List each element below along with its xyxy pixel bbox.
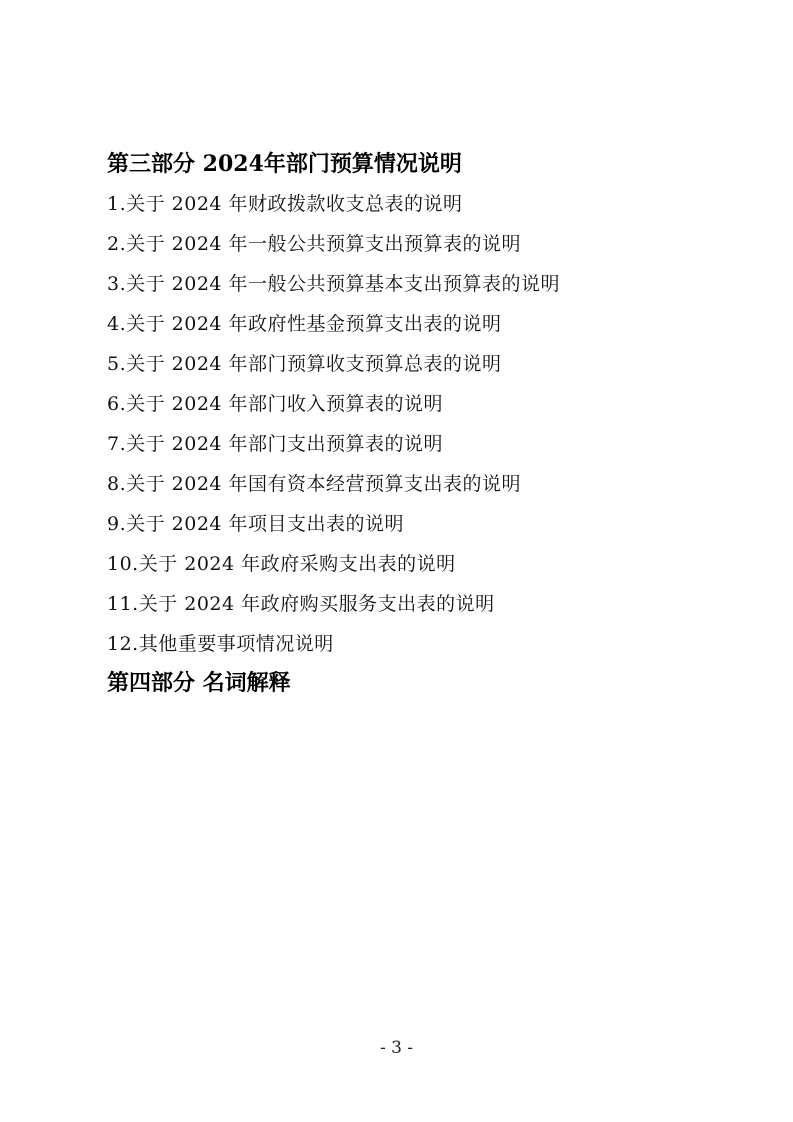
- toc-item-11: 11.关于 2024 年政府购买服务支出表的说明: [107, 593, 495, 615]
- toc-item-9: 9.关于 2024 年项目支出表的说明: [107, 513, 405, 535]
- toc-item-4: 4.关于 2024 年政府性基金预算支出表的说明: [107, 313, 502, 335]
- toc-item-10: 10.关于 2024 年政府采购支出表的说明: [107, 553, 456, 575]
- page-number: - 3 -: [379, 1038, 414, 1058]
- toc-item-12: 12.其他重要事项情况说明: [107, 633, 334, 655]
- toc-item-5: 5.关于 2024 年部门预算收支预算总表的说明: [107, 353, 502, 375]
- section-3-heading: 第三部分 2024年部门预算情况说明: [107, 151, 462, 177]
- toc-item-2: 2.关于 2024 年一般公共预算支出预算表的说明: [107, 233, 522, 255]
- toc-item-8: 8.关于 2024 年国有资本经营预算支出表的说明: [107, 473, 522, 495]
- toc-item-3: 3.关于 2024 年一般公共预算基本支出预算表的说明: [107, 273, 561, 295]
- toc-item-6: 6.关于 2024 年部门收入预算表的说明: [107, 393, 444, 415]
- section-3-items: [107, 184, 727, 664]
- table-of-contents: [107, 146, 727, 701]
- section-4-heading: 第四部分 名词解释: [107, 670, 291, 696]
- toc-item-7: 7.关于 2024 年部门支出预算表的说明: [107, 433, 444, 455]
- toc-item-1: 1.关于 2024 年财政拨款收支总表的说明: [107, 193, 463, 215]
